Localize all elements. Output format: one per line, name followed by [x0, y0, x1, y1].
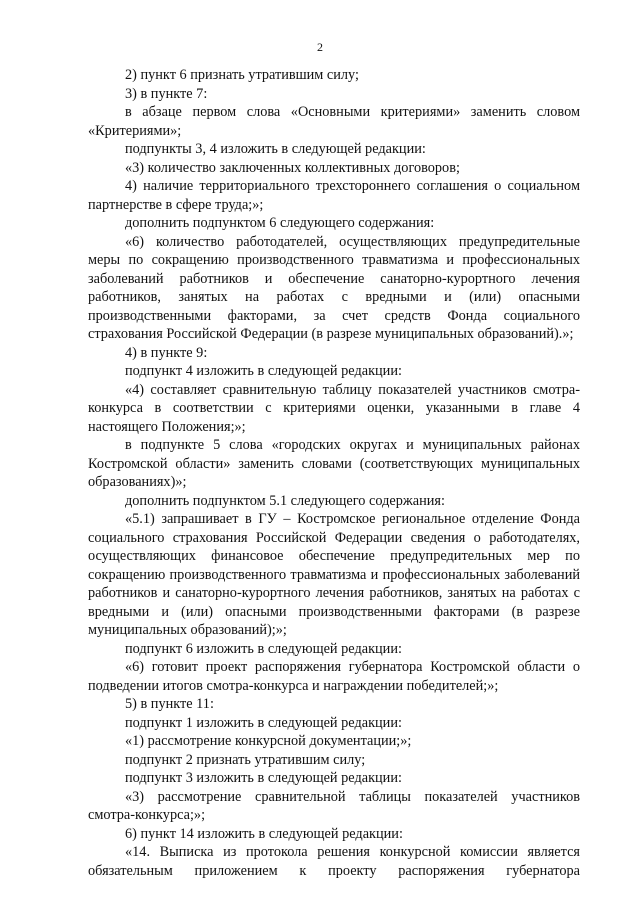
paragraph: «4) составляет сравнительную таблицу показателей участников смотра-конкурса в соответствии с критериями оценки, указанными в главе 4 настоящего Положения;»; — [88, 381, 580, 435]
paragraph: подпункт 3 изложить в следующей редакции: — [125, 770, 402, 786]
paragraph: в подпункте 5 слова «городских округах и муниципальных районах Костромской области» заменить словами (соответствующих муниципальных образованиях)»; — [88, 437, 580, 490]
paragraph: подпункт 4 изложить в следующей редакции: — [125, 363, 402, 379]
paragraph: «3) рассмотрение сравнительной таблицы показателей участников смотра-конкурса;»; — [88, 788, 580, 823]
document-body — [88, 66, 580, 880]
paragraph: 3) в пункте 7: — [125, 85, 208, 102]
paragraph: в абзаце первом слова «Основными критериями» заменить словом «Критериями»; — [88, 104, 580, 139]
paragraph: «1) рассмотрение конкурсной документации;»; — [125, 733, 412, 749]
paragraph: «5.1) запрашивает в ГУ – Костромское региональное отделение Фонда социального страхования Российской Федерации сведения о работодателях, осуществляющих финансовое обеспечение предупредительных мер по сокращению производственного травматизма и профессиональных заболеваний работников и санаторно-курортного лечения работников, занятых на работах с вредными и (или) опасными производственными факторами (в разрезе муниципальных образований);»; — [88, 511, 580, 638]
paragraph: подпункт 6 изложить в следующей редакции: — [125, 640, 402, 657]
paragraph: 5) в пункте 11: — [125, 696, 214, 712]
paragraph: дополнить подпунктом 5.1 следующего содержания: — [125, 492, 445, 509]
paragraph: 2) пункт 6 признать утратившим силу; — [125, 67, 359, 83]
paragraph: подпункты 3, 4 изложить в следующей редакции: — [125, 141, 426, 157]
paragraph: «6) количество работодателей, осуществляющих предупредительные меры по сокращению производственного травматизма и профессиональных заболеваний работников и обеспечение санаторно-курортного лечения работников, занятых на работах с вредными и (или) опасными производственными факторами, за счет средств Фонда социального страхования Российской Федерации (в разрезе муниципальных образований).»; — [88, 233, 580, 342]
paragraph: подпункт 2 признать утратившим силу; — [125, 751, 366, 768]
paragraph: «3) количество заключенных коллективных договоров; — [125, 159, 460, 176]
paragraph: 4) в пункте 9: — [125, 344, 208, 361]
paragraph: 4) наличие территориального трехстороннего соглашения о социальном партнерстве в сфере труда;»; — [88, 178, 580, 213]
paragraph: дополнить подпунктом 6 следующего содержания: — [125, 215, 435, 231]
paragraph: 6) пункт 14 изложить в следующей редакции: — [125, 825, 403, 842]
paragraph: «6) готовит проект распоряжения губернатора Костромской области о подведении итогов смотра-конкурса и награждении победителей;»; — [88, 659, 580, 694]
paragraph: подпункт 1 изложить в следующей редакции: — [125, 714, 402, 731]
paragraph: «14. Выписка из протокола решения конкурсной комиссии является обязательным приложением к проекту распоряжения губернатора — [88, 844, 580, 879]
page-number: 2 — [317, 40, 323, 54]
